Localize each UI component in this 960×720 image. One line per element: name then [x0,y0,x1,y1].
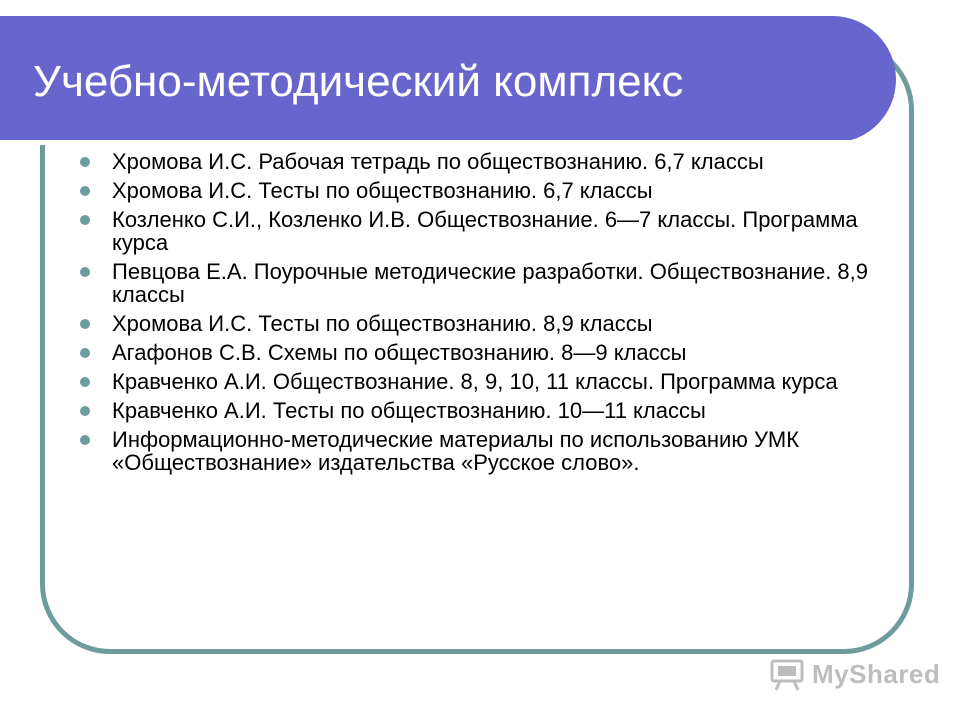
presentation-board-icon [768,655,806,693]
title-underline [0,140,850,145]
list-item-text: Хромова И.С. Тесты по обществознанию. 8,9 классы [112,311,653,336]
bullet-icon [80,157,90,167]
list-item-text: Козленко С.И., Козленко И.В. Обществознание. 6—7 классы. Программа курса [112,207,858,255]
list-item-text: Кравченко А.И. Обществознание. 8, 9, 10, 11 классы. Программа курса [112,369,838,394]
list-item [78,179,888,202]
list-item-text: Агафонов С.В. Схемы по обществознанию. 8—9 классы [112,340,687,365]
bullet-list [78,150,888,480]
bullet-icon [80,215,90,225]
list-item [78,312,888,335]
bullet-icon [80,406,90,416]
bullet-icon [80,377,90,387]
bullet-icon [80,319,90,329]
list-item [78,260,888,306]
list-item-text: Певцова Е.А. Поурочные методические разработки. Обществознание. 8,9 классы [112,259,869,307]
bullet-icon [80,435,90,445]
bullet-icon [80,267,90,277]
slide-title: Учебно-методический комплекс [33,57,684,106]
watermark [768,652,940,696]
list-item-text: Хромова И.С. Тесты по обществознанию. 6,7 классы [112,178,653,203]
bullet-icon [80,186,90,196]
list-item [78,341,888,364]
list-item [78,399,888,422]
list-item-text: Информационно-методические материалы по использованию УМК «Обществознание» издательства «Русское слово». [112,427,800,475]
bullet-icon [80,348,90,358]
list-item [78,428,888,474]
list-item-text: Кравченко А.И. Тесты по обществознанию. 10—11 классы [112,398,706,423]
title-banner [0,16,896,143]
list-item [78,370,888,393]
list-item [78,150,888,173]
list-item-text: Хромова И.С. Рабочая тетрадь по обществознанию. 6,7 классы [112,149,764,174]
list-item [78,208,888,254]
watermark-text: MyShared [812,658,941,689]
